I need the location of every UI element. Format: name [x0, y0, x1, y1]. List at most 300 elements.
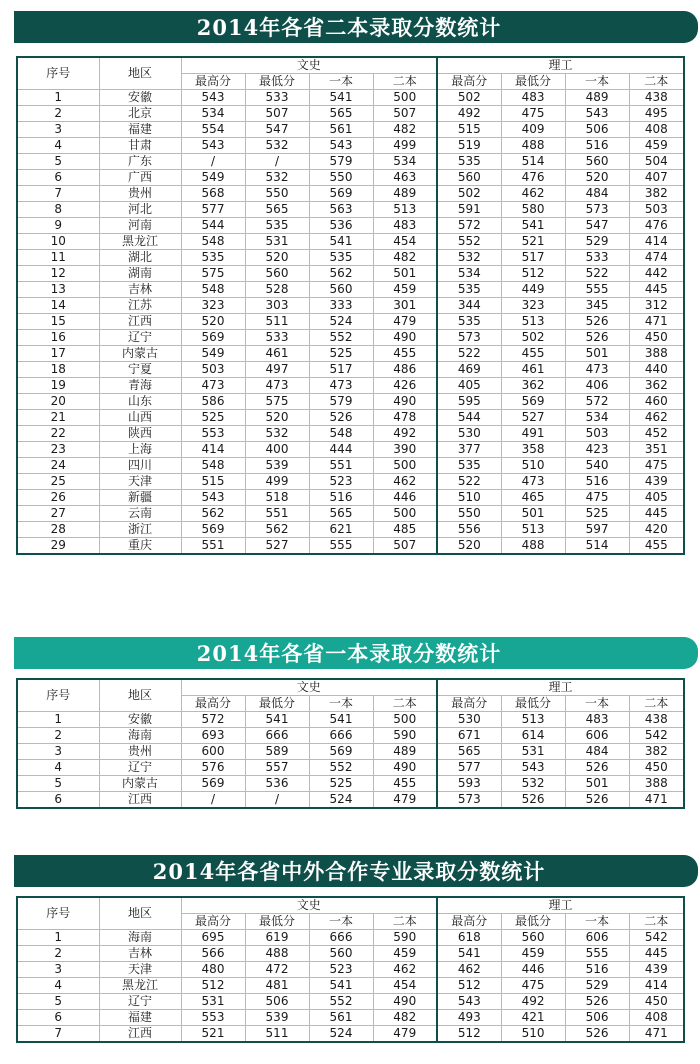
table-cell: 534	[437, 266, 501, 282]
table-cell: 565	[245, 202, 309, 218]
table-cell: 482	[373, 122, 437, 138]
table-cell: 579	[309, 154, 373, 170]
table-cell: 406	[565, 378, 629, 394]
table-cell: 527	[245, 538, 309, 555]
table-cell: 455	[373, 346, 437, 362]
table-cell: 516	[565, 138, 629, 154]
table-cell: 542	[629, 728, 684, 744]
table-cell: 377	[437, 442, 501, 458]
table-row	[17, 170, 684, 186]
table-cell: 471	[629, 1026, 684, 1043]
table-cell: 7	[17, 1026, 99, 1043]
table-row	[17, 298, 684, 314]
header-max: 最高分	[181, 696, 245, 712]
table-cell: 534	[373, 154, 437, 170]
table-cell: 351	[629, 442, 684, 458]
table-row	[17, 474, 684, 490]
table-cell: 560	[565, 154, 629, 170]
table-cell: 552	[309, 330, 373, 346]
header-tier1: 一本	[309, 914, 373, 930]
table-cell: 536	[245, 776, 309, 792]
table-cell: 619	[245, 930, 309, 946]
table-cell: 405	[629, 490, 684, 506]
table-cell: 503	[565, 426, 629, 442]
table-cell: 600	[181, 744, 245, 760]
table-cell: 11	[17, 250, 99, 266]
table-cell: 山东	[99, 394, 181, 410]
table-cell: 455	[501, 346, 565, 362]
table-cell: 1	[17, 930, 99, 946]
table-cell: 529	[565, 978, 629, 994]
table-cell: 533	[245, 330, 309, 346]
header-index: 序号	[17, 897, 99, 930]
table-cell: 541	[437, 946, 501, 962]
table-cell: 541	[309, 978, 373, 994]
table-cell: 449	[501, 282, 565, 298]
table-cell: 550	[245, 186, 309, 202]
table-cell: 593	[437, 776, 501, 792]
header-tier2: 二本	[629, 74, 684, 90]
table-cell: 595	[437, 394, 501, 410]
table-cell: 529	[565, 234, 629, 250]
table-cell: 514	[501, 154, 565, 170]
table-cell: 516	[565, 474, 629, 490]
table-cell: 5	[17, 994, 99, 1010]
table-cell: 303	[245, 298, 309, 314]
header-tier2: 二本	[629, 696, 684, 712]
table-cell: 13	[17, 282, 99, 298]
header-tier2: 二本	[373, 914, 437, 930]
header-wenshi: 文史	[181, 679, 437, 696]
table-cell: 473	[501, 474, 565, 490]
table-cell: 344	[437, 298, 501, 314]
table-cell: 382	[629, 186, 684, 202]
table-cell: 471	[629, 792, 684, 809]
table-cell: 462	[373, 962, 437, 978]
table-cell: 556	[437, 522, 501, 538]
table-cell: 575	[181, 266, 245, 282]
table-cell: 323	[501, 298, 565, 314]
table-cell: 486	[373, 362, 437, 378]
table-cell: 541	[245, 712, 309, 728]
table-row	[17, 776, 684, 792]
table-row	[17, 362, 684, 378]
header-min: 最低分	[245, 914, 309, 930]
table-cell: 2	[17, 728, 99, 744]
table-cell: 500	[373, 458, 437, 474]
table-cell: 513	[501, 314, 565, 330]
header-ligong: 理工	[437, 57, 684, 74]
table-cell: 533	[245, 90, 309, 106]
table-cell: 490	[373, 760, 437, 776]
table-cell: 天津	[99, 962, 181, 978]
table-cell: 482	[373, 250, 437, 266]
table-cell: 526	[309, 410, 373, 426]
table-cell: 500	[373, 712, 437, 728]
table-cell: 506	[565, 122, 629, 138]
table-cell: 460	[629, 394, 684, 410]
table-cell: 446	[501, 962, 565, 978]
table-cell: 459	[373, 282, 437, 298]
table-cell: 512	[181, 978, 245, 994]
header-index: 序号	[17, 679, 99, 712]
table-cell: 543	[181, 138, 245, 154]
table-row	[17, 760, 684, 776]
table-cell: 7	[17, 186, 99, 202]
table-cell: 551	[245, 506, 309, 522]
header-min: 最低分	[501, 914, 565, 930]
table-cell: 499	[373, 138, 437, 154]
table-cell: 562	[181, 506, 245, 522]
table-cell: 444	[309, 442, 373, 458]
table-cell: 543	[501, 760, 565, 776]
table-cell: 465	[501, 490, 565, 506]
table-cell: 491	[501, 426, 565, 442]
table-cell: 481	[245, 978, 309, 994]
table-cell: 520	[565, 170, 629, 186]
table-cell: 526	[501, 792, 565, 809]
table-row	[17, 426, 684, 442]
table-cell: 426	[373, 378, 437, 394]
table-cell: 天津	[99, 474, 181, 490]
table-cell: 530	[437, 426, 501, 442]
table-cell: 520	[245, 410, 309, 426]
header-tier1: 一本	[309, 74, 373, 90]
table-cell: 439	[629, 962, 684, 978]
table-cell: 517	[501, 250, 565, 266]
table-cell: 459	[501, 946, 565, 962]
table-cell: 454	[373, 978, 437, 994]
table-cell: 512	[501, 266, 565, 282]
table-cell: 478	[373, 410, 437, 426]
table-cell: 辽宁	[99, 760, 181, 776]
table-cell: 重庆	[99, 538, 181, 555]
table-cell: 507	[373, 538, 437, 555]
table-cell: 525	[309, 346, 373, 362]
table-cell: 512	[437, 1026, 501, 1043]
table-row	[17, 490, 684, 506]
table-cell: 488	[245, 946, 309, 962]
table-cell: 江西	[99, 314, 181, 330]
table-cell: 5	[17, 776, 99, 792]
table-cell: 606	[565, 930, 629, 946]
table-cell: 1	[17, 712, 99, 728]
table-cell: 514	[565, 538, 629, 555]
header-min: 最低分	[245, 696, 309, 712]
table-cell: 421	[501, 1010, 565, 1026]
table-cell: 6	[17, 170, 99, 186]
table-cell: 29	[17, 538, 99, 555]
table-cell: 345	[565, 298, 629, 314]
table-cell: 2	[17, 946, 99, 962]
table-cell: 695	[181, 930, 245, 946]
table-cell: /	[245, 154, 309, 170]
table-cell: 400	[245, 442, 309, 458]
table-cell: 483	[373, 218, 437, 234]
table-cell: 544	[181, 218, 245, 234]
table-cell: 542	[629, 930, 684, 946]
table-cell: 560	[309, 946, 373, 962]
table-cell: 河北	[99, 202, 181, 218]
table-cell: 25	[17, 474, 99, 490]
table-cell: 535	[437, 458, 501, 474]
table-cell: 440	[629, 362, 684, 378]
table-cell: 569	[309, 186, 373, 202]
table-cell: 480	[181, 962, 245, 978]
table-row	[17, 138, 684, 154]
table-cell: 503	[629, 202, 684, 218]
header-tier1: 一本	[565, 74, 629, 90]
table-cell: 490	[373, 994, 437, 1010]
table-cell: 502	[501, 330, 565, 346]
section-3-banner	[14, 855, 684, 887]
table-cell: 565	[437, 744, 501, 760]
table-row	[17, 930, 684, 946]
header-region: 地区	[99, 897, 181, 930]
table-cell: 福建	[99, 1010, 181, 1026]
table-cell: 531	[245, 234, 309, 250]
table-cell: 28	[17, 522, 99, 538]
table-row	[17, 728, 684, 744]
table-cell: 547	[565, 218, 629, 234]
table-cell: 573	[437, 792, 501, 809]
table-cell: 525	[565, 506, 629, 522]
table-row	[17, 314, 684, 330]
banner-fold	[670, 11, 698, 43]
table-row	[17, 946, 684, 962]
table-cell: 553	[181, 1010, 245, 1026]
table-cell: 8	[17, 202, 99, 218]
table-cell: 501	[565, 346, 629, 362]
table-cell: 455	[629, 538, 684, 555]
table-row	[17, 1026, 684, 1043]
table-cell: 614	[501, 728, 565, 744]
section-3-title: 2014年各省中外合作专业录取分数统计	[152, 859, 546, 884]
table-cell: 500	[373, 90, 437, 106]
table-cell: 490	[373, 330, 437, 346]
table-cell: 27	[17, 506, 99, 522]
table-cell: 516	[309, 490, 373, 506]
table-cell: 510	[501, 1026, 565, 1043]
table-cell: 488	[501, 538, 565, 555]
table-cell: 573	[565, 202, 629, 218]
table-cell: 671	[437, 728, 501, 744]
table-cell: 569	[181, 522, 245, 538]
table-cell: 445	[629, 506, 684, 522]
table-cell: 501	[501, 506, 565, 522]
header-index: 序号	[17, 57, 99, 90]
table-cell: 黑龙江	[99, 234, 181, 250]
header-region: 地区	[99, 57, 181, 90]
table-cell: 552	[437, 234, 501, 250]
table-row	[17, 994, 684, 1010]
section-2-title: 2014年各省一本录取分数统计	[196, 641, 502, 666]
header-tier2: 二本	[373, 696, 437, 712]
table-cell: 21	[17, 410, 99, 426]
table-cell: 辽宁	[99, 330, 181, 346]
table-cell: 589	[245, 744, 309, 760]
table-cell: 586	[181, 394, 245, 410]
table-cell: 484	[565, 186, 629, 202]
table-cell: 513	[373, 202, 437, 218]
table-cell: 414	[629, 234, 684, 250]
table-cell: 473	[309, 378, 373, 394]
table-cell: 569	[181, 776, 245, 792]
table-cell: 301	[373, 298, 437, 314]
table-cell: 江西	[99, 792, 181, 809]
table-row	[17, 154, 684, 170]
table-cell: 408	[629, 1010, 684, 1026]
table-cell: 547	[245, 122, 309, 138]
table-cell: 526	[565, 1026, 629, 1043]
table-cell: 572	[565, 394, 629, 410]
table-cell: 524	[309, 1026, 373, 1043]
table-cell: 450	[629, 760, 684, 776]
table-cell: 12	[17, 266, 99, 282]
table-cell: 461	[245, 346, 309, 362]
header-row	[17, 57, 684, 74]
table-cell: 579	[309, 394, 373, 410]
banner-fold	[670, 637, 698, 669]
table-row	[17, 792, 684, 809]
table-cell: 475	[629, 458, 684, 474]
table-row	[17, 744, 684, 760]
table-cell: 526	[565, 314, 629, 330]
table-cell: 陕西	[99, 426, 181, 442]
table-cell: 539	[245, 1010, 309, 1026]
table-cell: 565	[309, 106, 373, 122]
table-cell: 462	[437, 962, 501, 978]
table-cell: 577	[181, 202, 245, 218]
table-cell: 15	[17, 314, 99, 330]
table-row	[17, 458, 684, 474]
table-cell: 550	[437, 506, 501, 522]
table-cell: 549	[181, 346, 245, 362]
table-cell: /	[181, 154, 245, 170]
table-cell: 18	[17, 362, 99, 378]
table-cell: 4	[17, 138, 99, 154]
table-cell: 506	[565, 1010, 629, 1026]
table-cell: 524	[309, 314, 373, 330]
table-cell: 吉林	[99, 282, 181, 298]
table-cell: 473	[245, 378, 309, 394]
table-cell: 521	[181, 1026, 245, 1043]
table-row	[17, 90, 684, 106]
header-max: 最高分	[437, 696, 501, 712]
table-cell: 577	[437, 760, 501, 776]
table-cell: 甘肃	[99, 138, 181, 154]
table-cell: 563	[309, 202, 373, 218]
table-cell: 531	[501, 744, 565, 760]
table-cell: 555	[565, 946, 629, 962]
table-cell: 534	[181, 106, 245, 122]
table-cell: 526	[565, 994, 629, 1010]
table-cell: 516	[565, 962, 629, 978]
table-cell: 安徽	[99, 90, 181, 106]
table-cell: 463	[373, 170, 437, 186]
table-cell: 506	[245, 994, 309, 1010]
header-tier1: 一本	[309, 696, 373, 712]
table-cell: 485	[373, 522, 437, 538]
table-cell: 459	[629, 138, 684, 154]
table-cell: 河南	[99, 218, 181, 234]
table-cell: 493	[437, 1010, 501, 1026]
table-cell: 550	[309, 170, 373, 186]
table-cell: 543	[437, 994, 501, 1010]
table-cell: 544	[437, 410, 501, 426]
table-cell: 492	[437, 106, 501, 122]
table-cell: 459	[373, 946, 437, 962]
banner-fold	[670, 855, 698, 887]
table-cell: 566	[181, 946, 245, 962]
table-row	[17, 250, 684, 266]
table-cell: 浙江	[99, 522, 181, 538]
table-cell: 551	[181, 538, 245, 555]
table-cell: 548	[309, 426, 373, 442]
table-cell: 512	[437, 978, 501, 994]
table-row	[17, 410, 684, 426]
table-cell: 20	[17, 394, 99, 410]
table-cell: 423	[565, 442, 629, 458]
section-1-title: 2014年各省二本录取分数统计	[196, 15, 502, 40]
table-cell: 543	[565, 106, 629, 122]
table-cell: 16	[17, 330, 99, 346]
table-cell: 553	[181, 426, 245, 442]
table-cell: 533	[565, 250, 629, 266]
table-cell: 482	[373, 1010, 437, 1026]
table-cell: 358	[501, 442, 565, 458]
table-cell: 573	[437, 330, 501, 346]
header-tier1: 一本	[565, 914, 629, 930]
header-min: 最低分	[501, 696, 565, 712]
table-cell: 562	[245, 522, 309, 538]
header-max: 最高分	[181, 914, 245, 930]
table-cell: 450	[629, 330, 684, 346]
table-cell: 576	[181, 760, 245, 776]
table-row	[17, 106, 684, 122]
table-cell: 522	[565, 266, 629, 282]
table-cell: 3	[17, 744, 99, 760]
table-cell: 666	[245, 728, 309, 744]
table-cell: /	[181, 792, 245, 809]
table-cell: 472	[245, 962, 309, 978]
table-cell: 535	[437, 282, 501, 298]
table-cell: 525	[181, 410, 245, 426]
table-cell: 483	[501, 90, 565, 106]
table-cell: 569	[181, 330, 245, 346]
table-row	[17, 538, 684, 555]
table-cell: 502	[437, 90, 501, 106]
table-cell: /	[245, 792, 309, 809]
table-cell: 666	[309, 728, 373, 744]
table-cell: 489	[373, 186, 437, 202]
table-cell: 531	[181, 994, 245, 1010]
table-cell: 广西	[99, 170, 181, 186]
table-cell: 591	[437, 202, 501, 218]
table-cell: 6	[17, 1010, 99, 1026]
table-cell: 吉林	[99, 946, 181, 962]
table-cell: 557	[245, 760, 309, 776]
table-cell: 532	[245, 138, 309, 154]
table-cell: 469	[437, 362, 501, 378]
table-cell: 6	[17, 792, 99, 809]
table-cell: 4	[17, 978, 99, 994]
table-cell: 572	[181, 712, 245, 728]
table-cell: 560	[245, 266, 309, 282]
table-cell: 575	[245, 394, 309, 410]
table-cell: 551	[309, 458, 373, 474]
table-cell: 562	[309, 266, 373, 282]
